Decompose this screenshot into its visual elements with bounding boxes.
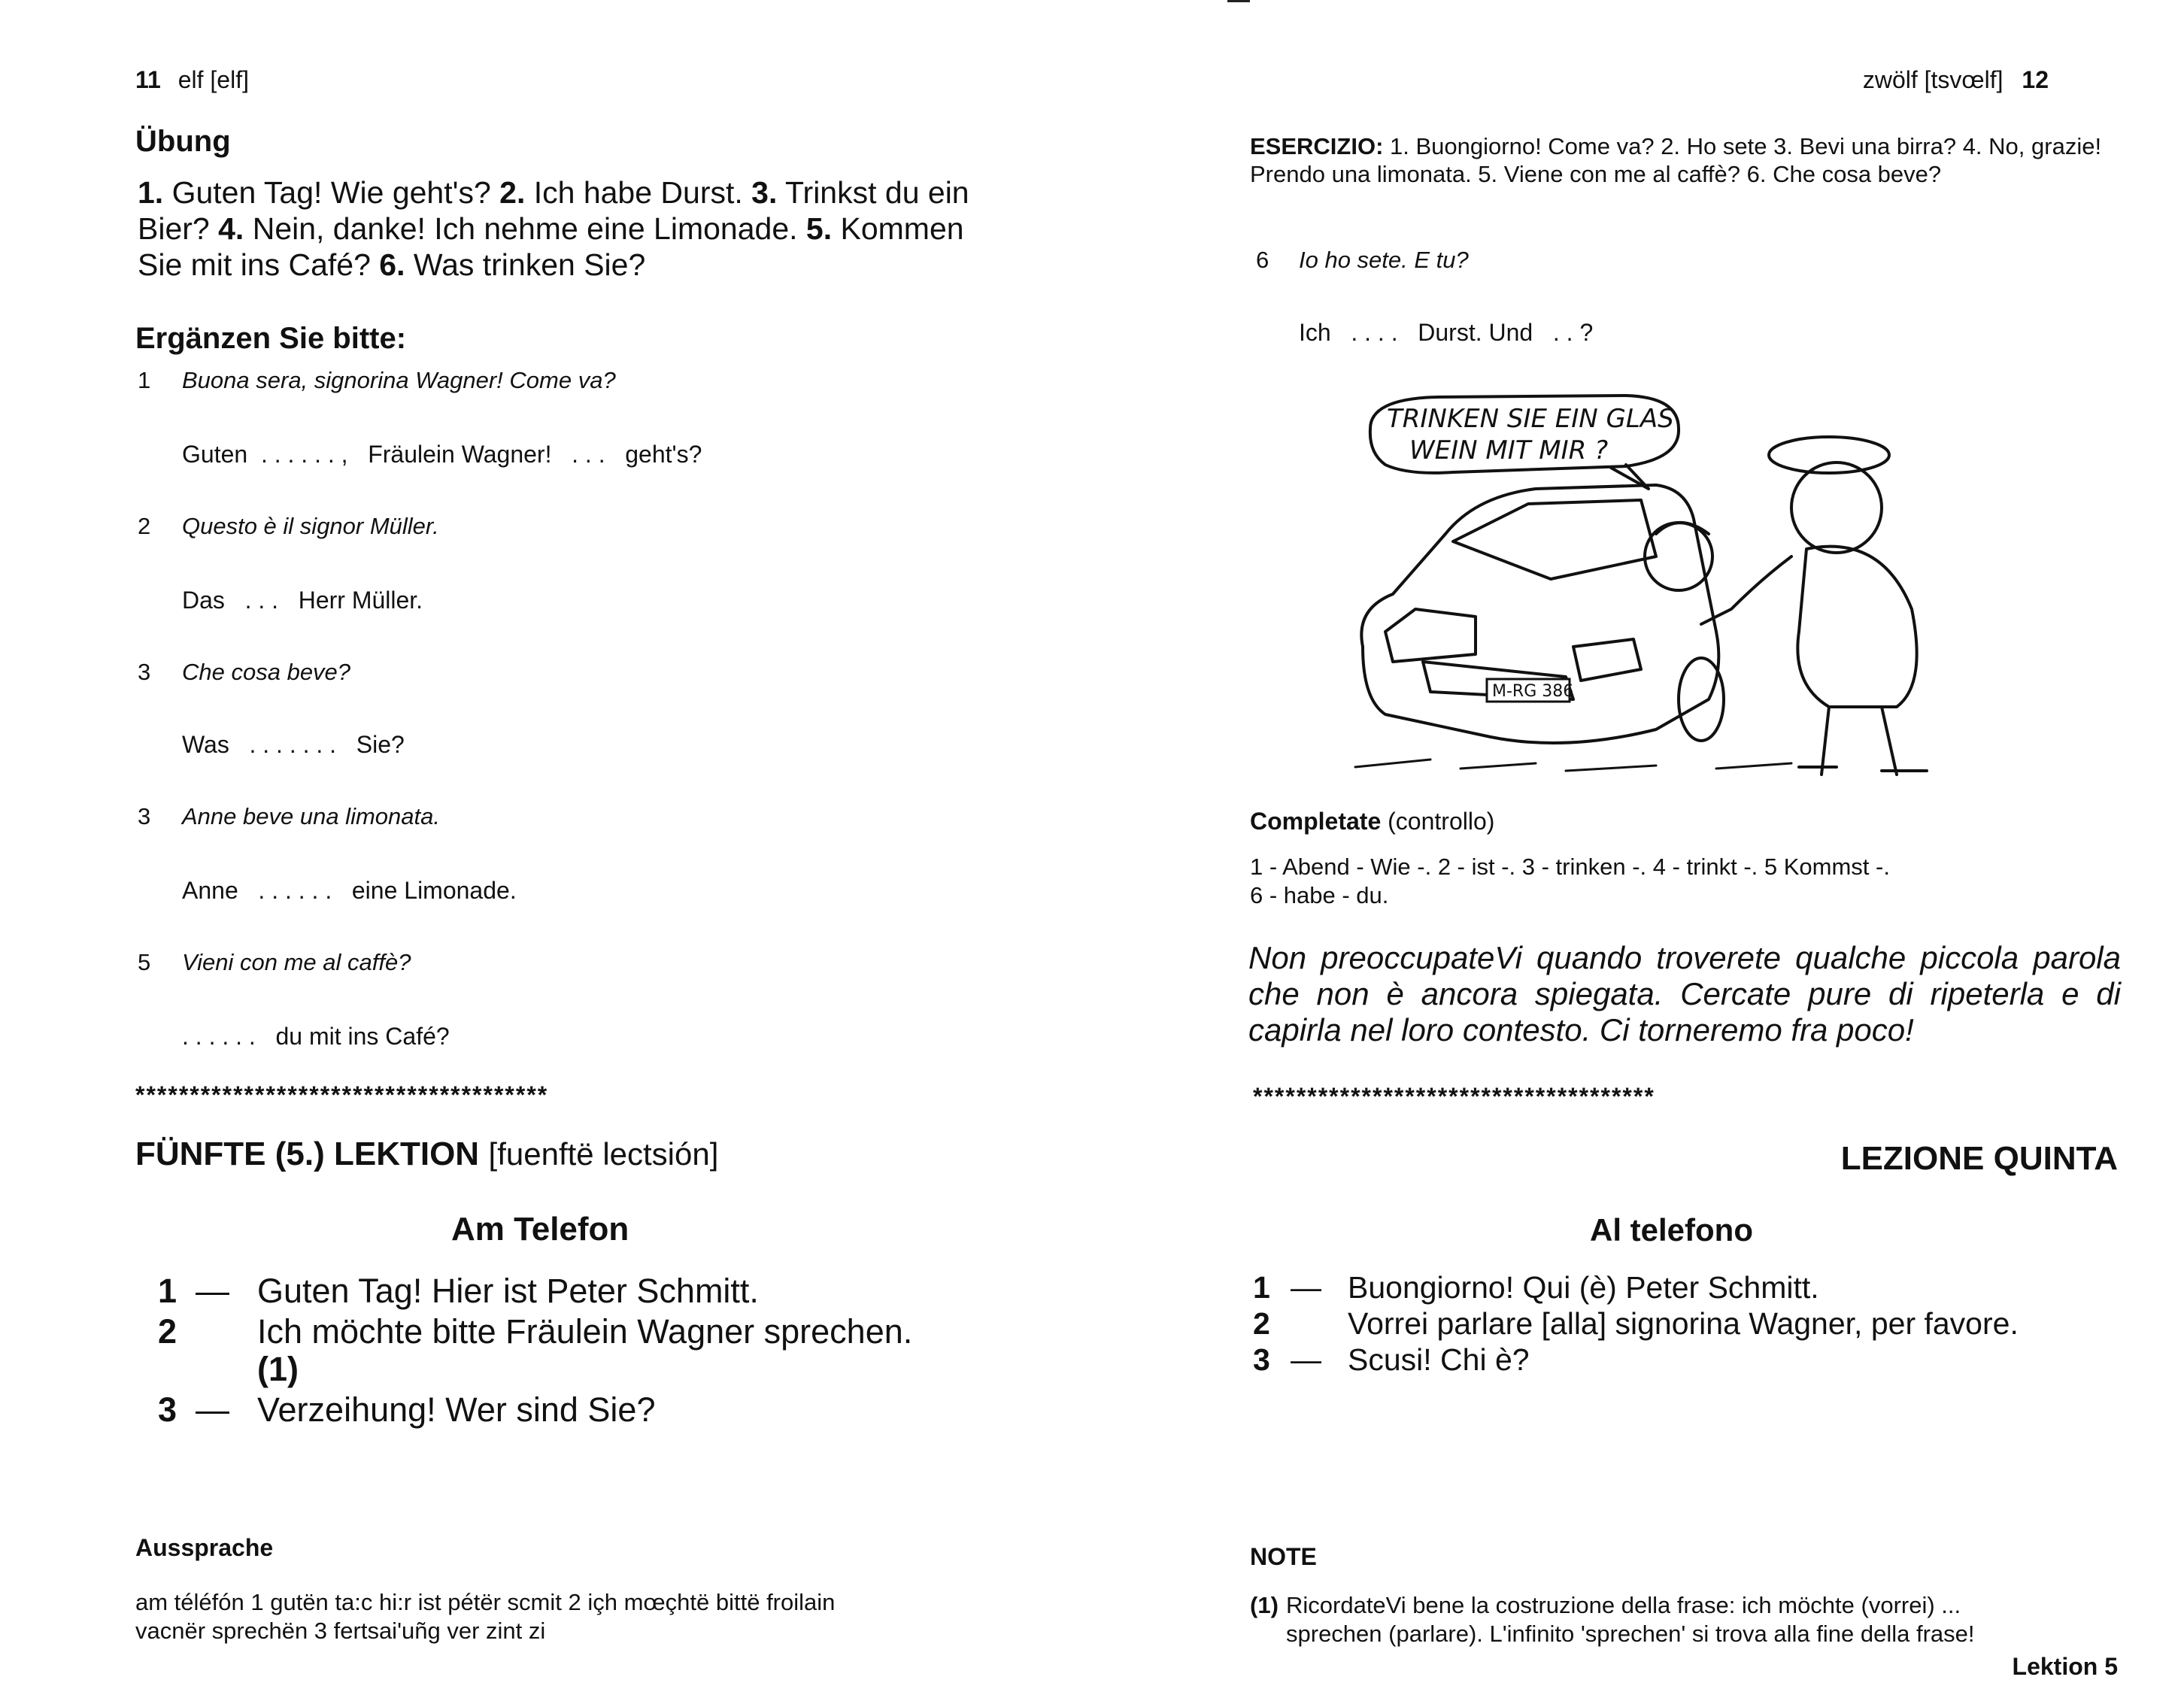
exercise-num: 3. bbox=[751, 175, 778, 210]
exercise-sentence: Ich habe Durst. bbox=[525, 175, 752, 210]
dialog-dash: — bbox=[1291, 1342, 1321, 1377]
exercise-text bbox=[138, 174, 1010, 283]
dialog-title: Al telefono bbox=[1590, 1212, 1753, 1248]
pronunciation-line: am téléfón 1 gutën ta:c hi:r ist pétër scmit 2 içh mœçhtë bittë froilain bbox=[135, 1589, 836, 1615]
completate-label: Completate bbox=[1250, 808, 1382, 835]
dialog-line bbox=[1253, 1305, 2019, 1342]
esercizio-text bbox=[1250, 132, 2115, 188]
item-answer: Ich . . . . Durst. Und . . ? bbox=[1299, 319, 1594, 346]
item-prompt: Buona sera, signorina Wagner! Come va? bbox=[182, 367, 616, 393]
car-icon bbox=[1361, 485, 1718, 743]
dialog-text: Ich möchte bitte Fräulein Wagner sprechen. bbox=[257, 1312, 913, 1351]
dialog-line bbox=[158, 1311, 912, 1352]
stars-divider: ************************************* bbox=[1253, 1083, 1655, 1110]
item-prompt: Vieni con me al caffè? bbox=[182, 949, 411, 975]
pronunciation-title: Aussprache bbox=[135, 1534, 274, 1561]
dialog-title: Am Telefon bbox=[451, 1211, 629, 1248]
note-title: NOTE bbox=[1250, 1543, 1317, 1570]
dialog-dash: — bbox=[196, 1272, 229, 1310]
item-number: 1 bbox=[138, 367, 151, 393]
item-answer: . . . . . . du mit ins Café? bbox=[182, 1023, 450, 1050]
dialog-note-ref: (1) bbox=[257, 1350, 299, 1388]
item-answer: Anne . . . . . . eine Limonade. bbox=[182, 877, 517, 904]
dialog-line bbox=[158, 1271, 759, 1311]
answers-line: 1 - Abend - Wie -. 2 - ist -. 3 - trinken -. 4 - trinkt -. 5 Kommst -. bbox=[1250, 854, 1890, 880]
item-prompt: Io ho sete. E tu? bbox=[1299, 247, 1469, 273]
dialog-dash: — bbox=[196, 1390, 229, 1429]
item-answer: Was . . . . . . . Sie? bbox=[182, 731, 405, 758]
pronunciation-line: vacnër sprechën 3 fertsai'uñg ver zint zi bbox=[135, 1618, 546, 1644]
right-page bbox=[1092, 0, 2184, 1698]
dialog-number: 2 bbox=[1253, 1306, 1270, 1341]
license-plate-text: M-RG 386 bbox=[1492, 682, 1574, 701]
exercise-sentence: Trinkst du ein Bier? bbox=[138, 175, 969, 246]
exercise-num: 5. bbox=[805, 211, 833, 246]
dialog-number: 3 bbox=[158, 1390, 177, 1429]
lesson-pronunciation: [fuenftë lectsión] bbox=[488, 1136, 719, 1172]
cartoon-illustration bbox=[1340, 384, 1942, 782]
cartoon-bubble-line-2: WEIN MIT MIR ? bbox=[1409, 435, 1609, 465]
esercizio-label: ESERCIZIO: bbox=[1250, 133, 1384, 159]
exercise-title: Übung bbox=[135, 125, 231, 158]
exercise-sentence: Guten Tag! Wie geht's? bbox=[163, 175, 500, 210]
complete-title: Ergänzen Sie bitte: bbox=[135, 322, 407, 355]
exercise-num: 2. bbox=[499, 175, 526, 210]
dialog-text: Buongiorno! Qui (è) Peter Schmitt. bbox=[1348, 1270, 1819, 1305]
item-prompt: Questo è il signor Müller. bbox=[182, 513, 439, 539]
exercise-sentence: Was trinken Sie? bbox=[405, 247, 646, 282]
dialog-text: Guten Tag! Hier ist Peter Schmitt. bbox=[257, 1272, 759, 1310]
exercise-num: 4. bbox=[218, 211, 244, 246]
note-line: sprechen (parlare). L'infinito 'sprechen' si trova alla fine della frase! bbox=[1286, 1621, 1975, 1647]
item-number: 3 bbox=[138, 659, 151, 685]
dialog-text: Scusi! Chi è? bbox=[1348, 1342, 1530, 1377]
item-prompt: Anne beve una limonata. bbox=[182, 803, 440, 829]
completate-sub: (controllo) bbox=[1388, 808, 1495, 835]
dialog-number: 2 bbox=[158, 1312, 177, 1351]
dialog-number: 3 bbox=[1253, 1342, 1270, 1377]
item-number: 3 bbox=[138, 803, 151, 829]
exercise-num: 6. bbox=[379, 247, 405, 282]
right-page-word: zwölf [tsvœlf] bbox=[1862, 66, 2004, 93]
lesson-title: LEZIONE QUINTA bbox=[1840, 1140, 2118, 1177]
dialog-line bbox=[158, 1390, 655, 1430]
dialog-text: Verzeihung! Wer sind Sie? bbox=[257, 1390, 656, 1429]
item-answer: Guten . . . . . . , Fräulein Wagner! . . . geht's? bbox=[182, 441, 702, 468]
dialog-dash: — bbox=[1291, 1270, 1321, 1305]
exercise-sentence: Kommen Sie mit ins Café? bbox=[138, 211, 964, 282]
answers-line: 6 - habe - du. bbox=[1250, 882, 1389, 908]
right-page-header bbox=[1863, 66, 2049, 94]
dialog-text: Vorrei parlare [alla] signorina Wagner, per favore. bbox=[1348, 1306, 2019, 1341]
item-answer: Das . . . Herr Müller. bbox=[182, 587, 423, 614]
item-number: 6 bbox=[1256, 247, 1269, 273]
item-number: 5 bbox=[138, 949, 151, 975]
right-page-number: 12 bbox=[2022, 66, 2049, 93]
dialog-number: 1 bbox=[1253, 1270, 1270, 1305]
dialog-line bbox=[1253, 1342, 1530, 1378]
left-page-header bbox=[135, 66, 249, 94]
dialog-line bbox=[1253, 1269, 1819, 1305]
lesson-title: FÜNFTE (5.) LEKTION bbox=[135, 1136, 480, 1172]
stars-divider: ************************************** bbox=[135, 1081, 549, 1108]
item-number: 2 bbox=[138, 513, 151, 539]
lesson-heading bbox=[135, 1136, 718, 1173]
item-prompt: Che cosa beve? bbox=[182, 659, 351, 685]
italic-note: Non preoccupateVi quando troverete qualche piccola parola che non è ancora spiegata. Cercate pure di ripeterla e di capirla nel loro contesto. Ci torneremo fra poco! bbox=[1248, 940, 2121, 1048]
exercise-sentence: Nein, danke! Ich nehme eine Limonade. bbox=[244, 211, 806, 246]
left-page-word: elf [elf] bbox=[177, 66, 249, 93]
cartoon-bubble-line-1: TRINKEN SIE EIN GLAS bbox=[1387, 404, 1674, 434]
footer-lesson: Lektion 5 bbox=[2012, 1653, 2118, 1680]
note-line: RicordateVi bene la costruzione della frase: ich möchte (vorrei) ... bbox=[1286, 1592, 1961, 1618]
left-page-number: 11 bbox=[135, 66, 161, 93]
esercizio-body: 1. Buongiorno! Come va? 2. Ho sete 3. Bevi una birra? 4. No, grazie! Prendo una limonata. 5. Viene con me al caffè? 6. Che cosa beve? bbox=[1250, 133, 2102, 187]
dialog-number: 1 bbox=[158, 1272, 177, 1310]
exercise-num: 1. bbox=[138, 175, 164, 210]
note-number: (1) bbox=[1250, 1592, 1279, 1618]
completate-heading bbox=[1250, 808, 1494, 835]
